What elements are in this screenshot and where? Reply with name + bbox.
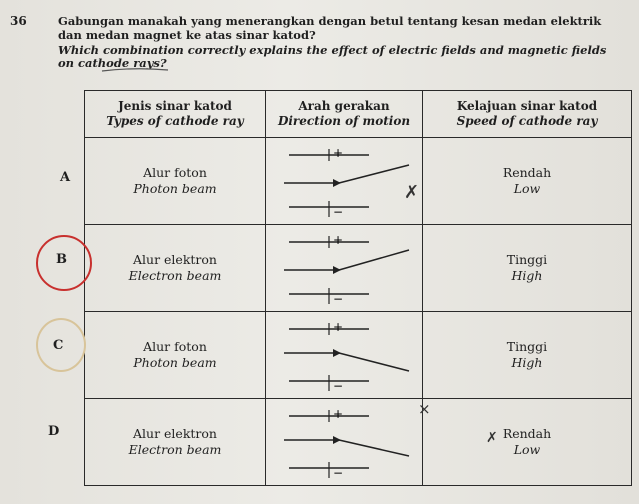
answer-circle-red	[36, 235, 92, 291]
type-ms-a: Alur foton	[143, 165, 207, 180]
header-speed-en: Speed of cathode ray	[456, 114, 598, 128]
header-row	[85, 91, 632, 138]
cell-speed-c	[423, 312, 632, 399]
speed-en-b: High	[511, 268, 543, 283]
pencil-circle-c	[36, 318, 86, 372]
speed-ms-a: Rendah	[502, 165, 552, 180]
speed-en-a: Low	[513, 181, 541, 196]
beam-deflected	[339, 353, 409, 371]
question-text-malay: Gabungan manakah yang menerangkan dengan betul tentang kesan medan elektrik dan medan magnet ke atas sinar katod?	[58, 14, 602, 42]
options-table	[84, 90, 632, 486]
cell-type-c	[85, 312, 266, 399]
speed-en-c: High	[511, 355, 543, 370]
deflection-diagram-c	[269, 315, 419, 395]
question-number: 36	[10, 14, 27, 28]
beam-deflected	[339, 250, 409, 270]
header-direction-ms: Arah gerakan	[298, 99, 390, 113]
minus-sign: −	[333, 205, 344, 219]
deflection-diagram-a	[269, 141, 419, 221]
type-en-d: Electron beam	[128, 442, 222, 457]
type-ms-d: Alur elektron	[133, 426, 217, 441]
question-text-english: Which combination correctly explains the effect of electric fields and magnetic fields on cathode rays?	[58, 43, 607, 70]
type-en-c: Photon beam	[133, 355, 217, 370]
option-letter-d[interactable]: D	[48, 424, 60, 439]
deflection-diagram-d	[269, 402, 419, 482]
cell-direction-c	[266, 312, 423, 399]
beam-deflected	[339, 165, 409, 183]
header-direction	[266, 91, 423, 138]
option-letter-a[interactable]: A	[60, 170, 71, 185]
cell-type-b	[85, 225, 266, 312]
header-speed-ms: Kelajuan sinar katod	[456, 99, 598, 113]
speed-en-d: Low	[513, 442, 541, 457]
speed-ms-d: Rendah	[502, 426, 552, 441]
header-speed	[423, 91, 632, 138]
cell-direction-d	[266, 399, 423, 486]
beam-deflected	[339, 440, 409, 456]
pencil-underline	[100, 66, 170, 76]
minus-sign: −	[333, 292, 344, 306]
cross-mark-d-diagram: ×	[418, 400, 431, 418]
cross-mark-d-speed: ✗	[486, 430, 498, 446]
type-ms-c: Alur foton	[143, 339, 207, 354]
minus-sign: −	[333, 466, 344, 480]
option-letter-b[interactable]: B	[56, 252, 67, 267]
header-type-ms: Jenis sinar katod	[118, 99, 232, 113]
option-row-a	[85, 138, 632, 225]
plus-sign: +	[333, 146, 344, 160]
type-ms-b: Alur elektron	[133, 252, 217, 267]
speed-ms-c: Tinggi	[506, 339, 548, 354]
option-row-c	[85, 312, 632, 399]
header-direction-en: Direction of motion	[277, 114, 411, 128]
cell-speed-b	[423, 225, 632, 312]
deflection-diagram-b	[269, 228, 419, 308]
cell-speed-d	[423, 399, 632, 486]
plus-sign: +	[333, 233, 344, 247]
cell-type-d	[85, 399, 266, 486]
minus-sign: −	[333, 379, 344, 393]
header-type-en: Types of cathode ray	[106, 114, 244, 128]
plus-sign: +	[333, 407, 344, 421]
cell-speed-a	[423, 138, 632, 225]
cross-mark-a: ✗	[404, 182, 420, 203]
type-en-b: Electron beam	[128, 268, 222, 283]
cell-type-a	[85, 138, 266, 225]
option-row-d	[85, 399, 632, 486]
underline-stroke	[102, 69, 168, 71]
speed-ms-b: Tinggi	[506, 252, 548, 267]
option-letter-c[interactable]: C	[53, 338, 64, 353]
option-row-b	[85, 225, 632, 312]
cell-direction-b	[266, 225, 423, 312]
plus-sign: +	[333, 320, 344, 334]
header-type	[85, 91, 266, 138]
cell-direction-a	[266, 138, 423, 225]
type-en-a: Photon beam	[133, 181, 217, 196]
